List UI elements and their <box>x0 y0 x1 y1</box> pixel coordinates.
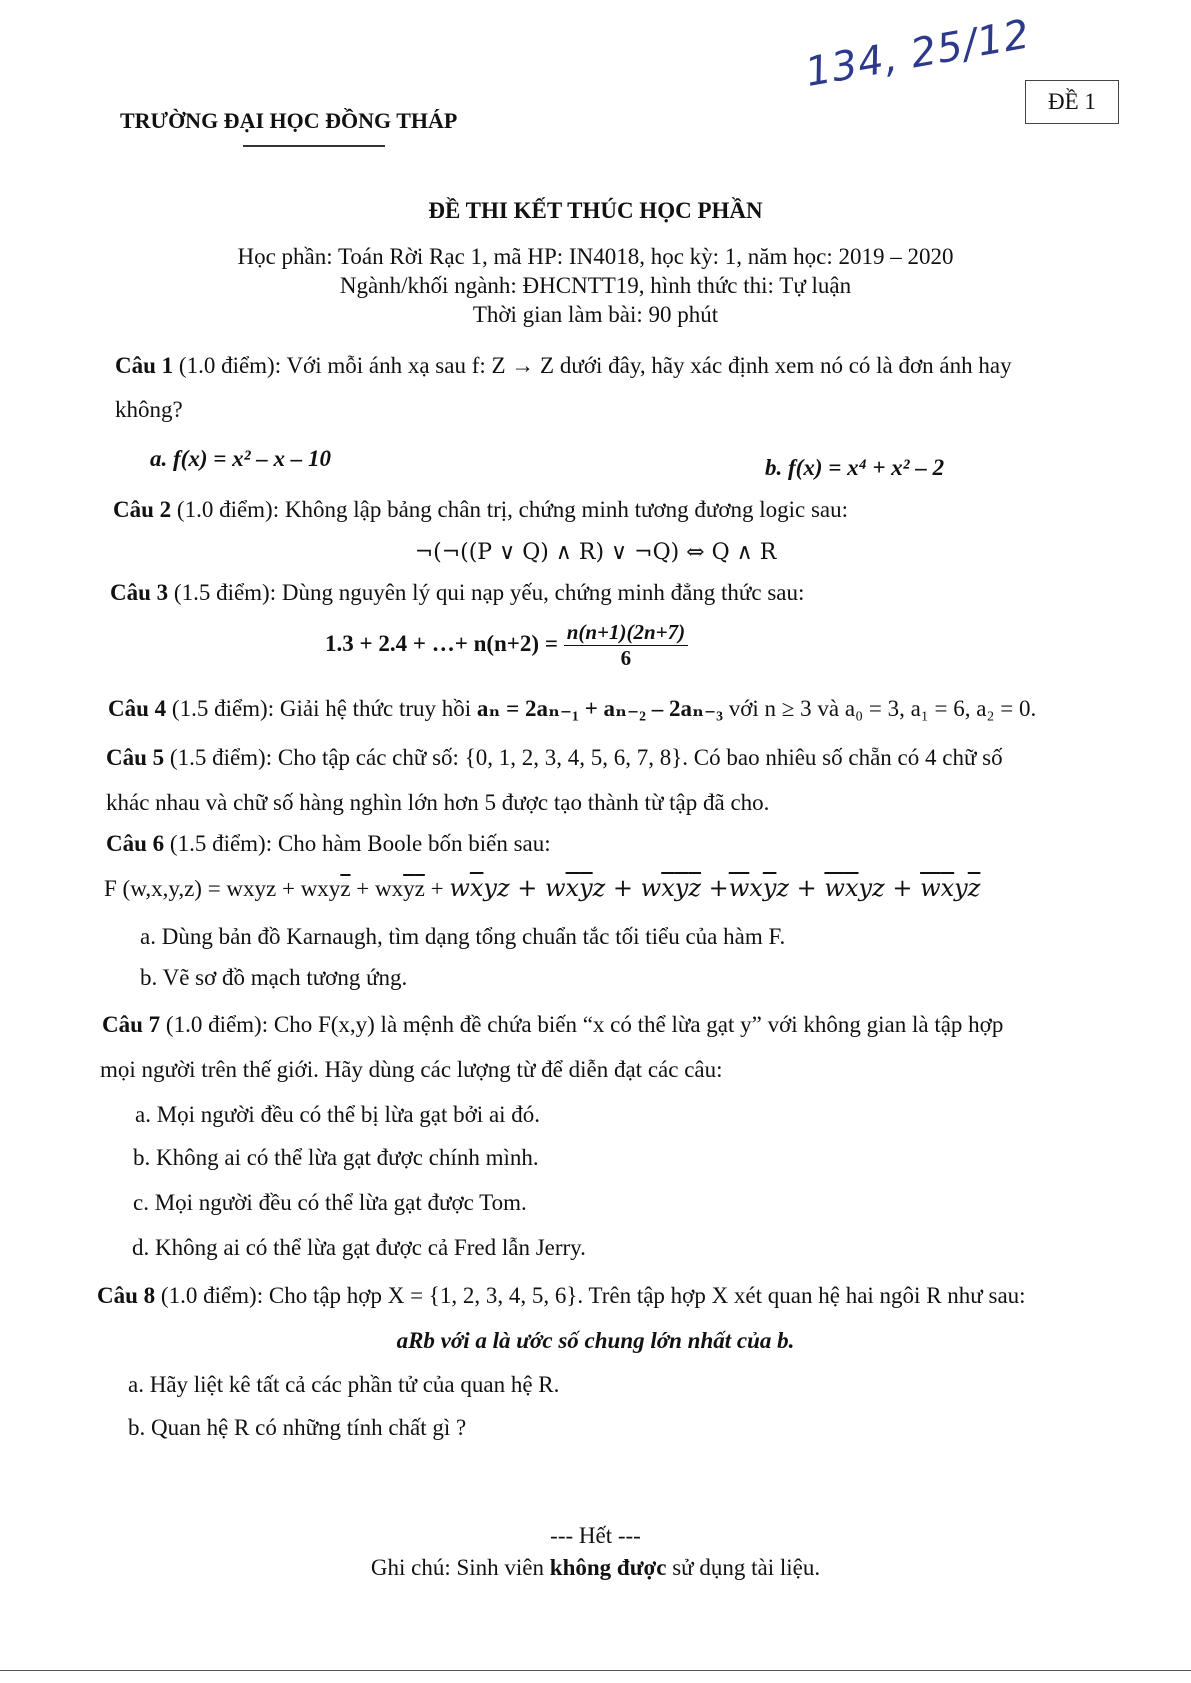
question-1-cont: không? <box>115 397 183 422</box>
question-8: Câu 8 (1.0 điểm): Cho tập hợp X = {1, 2, 3, 4, 5, 6}. Trên tập hợp X xét quan hệ hai ngôi R như sau: <box>97 1283 1026 1308</box>
question-7: Câu 7 (1.0 điểm): Cho F(x,y) là mệnh đề chứa biến “x có thể lừa gạt y” với không gian là tập hợp <box>102 1012 1004 1037</box>
question-4: Câu 4 (1.5 điểm): Giải hệ thức truy hồi aₙ = 2aₙ₋₁ + aₙ₋₂ – 2aₙ₋₃ với n ≥ 3 và a₀ = 3, a₁ = 6, a₂ = 0. <box>108 696 1037 721</box>
exam-code-box: ĐỀ 1 <box>1025 80 1119 124</box>
question-3: Câu 3 (1.5 điểm): Dùng nguyên lý qui nạp yếu, chứng minh đẳng thức sau: <box>110 580 805 605</box>
footer-note: Ghi chú: Sinh viên không được sử dụng tài liệu. <box>370 1555 821 1580</box>
question-6b: b. Vẽ sơ đồ mạch tương ứng. <box>140 965 408 990</box>
course-info: Học phần: Toán Rời Rạc 1, mã HP: IN4018, học kỳ: 1, năm học: 2019 – 2020 <box>237 244 954 269</box>
question-2: Câu 2 (1.0 điểm): Không lập bảng chân trị, chứng minh tương đương logic sau: <box>113 497 849 522</box>
page-bottom-edge <box>0 1670 1191 1671</box>
question-5: Câu 5 (1.5 điểm): Cho tập các chữ số: {0, 1, 2, 3, 4, 5, 6, 7, 8}. Có bao nhiêu số chẵn có 4 chữ số <box>106 745 1003 770</box>
question-5-cont: khác nhau và chữ số hàng nghìn lớn hơn 5 được tạo thành từ tập đã cho. <box>106 790 770 815</box>
question-2-formula: ¬(¬((P ∨ Q) ∧ R) ∨ ¬Q) ⇔ Q ∧ R <box>414 540 777 565</box>
question-7a: a. Mọi người đều có thể bị lừa gạt bởi ai đó. <box>135 1102 541 1127</box>
major-info: Ngành/khối ngành: ĐHCNTT19, hình thức thi: Tự luận <box>339 273 852 298</box>
question-7c: c. Mọi người đều có thể lừa gạt được Tom. <box>133 1190 527 1215</box>
school-underline <box>243 145 385 147</box>
duration-info: Thời gian làm bài: 90 phút <box>472 302 719 327</box>
question-6: Câu 6 (1.5 điểm): Cho hàm Boole bốn biến sau: <box>106 831 551 856</box>
end-marker: --- Hết --- <box>550 1523 641 1548</box>
school-name: TRƯỜNG ĐẠI HỌC ĐỒNG THÁP <box>120 108 458 133</box>
question-1a: a. f(x) = x² – x – 10 <box>150 446 331 471</box>
question-7d: d. Không ai có thể lừa gạt được cả Fred lẫn Jerry. <box>132 1235 586 1260</box>
question-1b: b. f(x) = x⁴ + x² – 2 <box>765 455 945 480</box>
question-6-function: F (w,x,y,z) = wxyz + $wxy\overline{z} + wx\overline{y}\overline{z} + w\overline{x}yz + w\overline{x}\overline{y}z + w\overline{x}\overline{y}\overline{z} +\overline{w}x\overline{y}z + \overline{w}\overline{x}yz + \overline{w}\overline{x}y\overline{z}$ <box>104 874 981 902</box>
question-7-cont: mọi người trên thế giới. Hãy dùng các lượng từ để diễn đạt các câu: <box>100 1057 723 1082</box>
question-8a: a. Hãy liệt kê tất cả các phần tử của quan hệ R. <box>128 1372 560 1397</box>
question-8-relation: aRb với a là ước số chung lớn nhất của b. <box>396 1328 795 1353</box>
question-1: Câu 1 (1.0 điểm): Với mỗi ánh xạ sau f: Z → Z dưới đây, hãy xác định xem nó có là đơn ánh hay <box>115 353 1012 378</box>
handwritten-note: 134, 25/12 <box>802 11 1034 97</box>
question-7b: b. Không ai có thể lừa gạt được chính mình. <box>133 1145 539 1170</box>
question-8b: b. Quan hệ R có những tính chất gì ? <box>128 1415 467 1440</box>
exam-title: ĐỀ THI KẾT THÚC HỌC PHẦN <box>428 198 763 223</box>
question-3-formula: 1.3 + 2.4 + …+ n(n+2) = $\frac{n(n+1)(2n+7)}{6}$ <box>325 620 688 671</box>
question-6a: a. Dùng bản đồ Karnaugh, tìm dạng tổng chuẩn tắc tối tiểu của hàm F. <box>140 924 786 949</box>
